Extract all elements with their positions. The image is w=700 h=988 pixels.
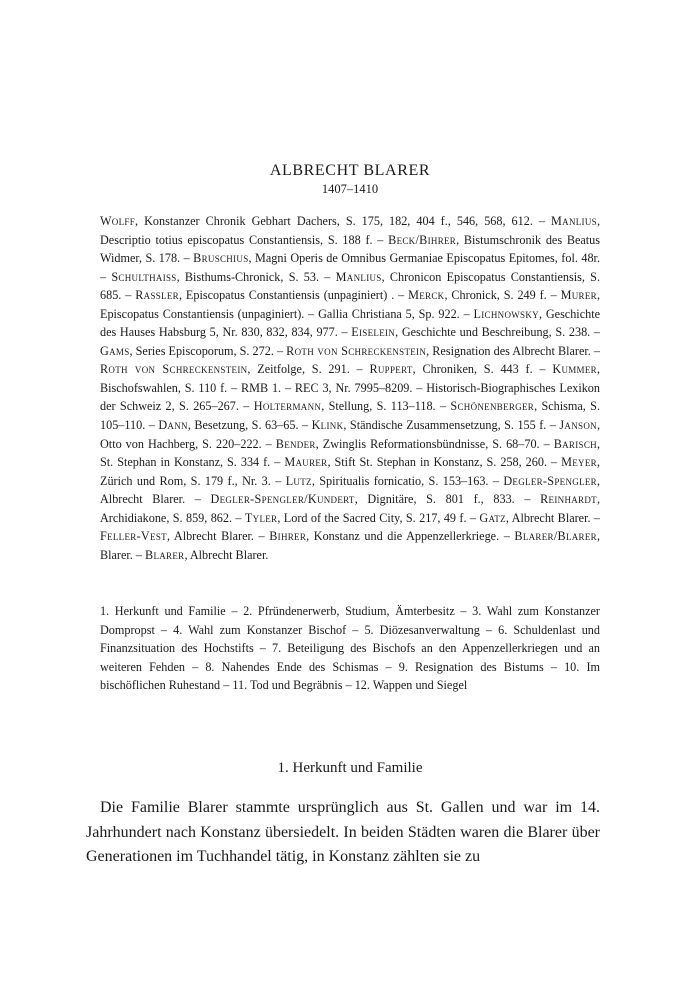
bibliography-citation: , Bisthums-Chronick, S. 53. – xyxy=(176,269,336,284)
bibliography-author: Blarer/Blarer xyxy=(514,529,597,544)
bibliography-author: Murer xyxy=(560,288,597,303)
bibliography-citation: , Episcopatus Constantiensis (unpaginiert). – Gallia Christiana 5, Sp. 922. – xyxy=(100,288,600,321)
bibliography-author: Meyer xyxy=(561,455,597,470)
bibliography-author: Reinhardt xyxy=(540,492,597,507)
bibliography-author: Roth von Schreckenstein xyxy=(286,343,427,358)
bibliography-author: Manlius xyxy=(335,269,382,284)
bibliography-author: Lichnowsky xyxy=(473,306,539,321)
bibliography-citation: , Albrecht Blarer. – xyxy=(505,510,600,525)
bibliography-citation: , Archidiakone, S. 859, 862. – xyxy=(100,492,600,525)
tenure-years: 1407–1410 xyxy=(321,182,379,196)
bibliography-author: Klink xyxy=(311,418,344,433)
body-paragraph: Die Familie Blarer stammte ursprünglich aus St. Gallen und war im 14. Jahrhundert nach Konstanz übersiedelt. In beiden Städten waren die Blarer über Generationen im Tuchhandel tätig, in Konstanz zählten sie zu xyxy=(86,799,600,865)
bibliography-citation: , Chronick, S. 249 f. – xyxy=(444,288,561,303)
bibliography-author: Kummer xyxy=(552,362,597,377)
bibliography-citation: , Descriptio totius episcopatus Constantiensis, S. 188 f. – xyxy=(100,214,600,247)
bibliography-citation: , Stift St. Stephan in Konstanz, S. 258, 260. – xyxy=(327,455,562,470)
bibliography-author: Degler-Spengler xyxy=(503,473,597,488)
bibliography-citation: , Geschichte des Hauses Habsburg 5, Nr. 830, 832, 834, 977. – xyxy=(100,306,600,340)
bibliography-citation: , Episcopatus Constantiensis (unpaginiert) . – xyxy=(178,288,409,303)
bibliography-citation: , Lord of the Sacred City, S. 217, 49 f. – xyxy=(277,510,480,525)
bibliography-author: Blarer xyxy=(145,547,185,562)
bibliography-author: Manlius xyxy=(551,214,597,228)
bibliography-citation: , Stellung, S. 113–118. – xyxy=(321,399,451,414)
bibliography-citation: , St. Stephan in Konstanz, S. 334 f. – xyxy=(100,436,600,470)
bibliography-author: Janson xyxy=(559,418,597,433)
bibliography-citation: , Zeitfolge, S. 291. – xyxy=(247,362,370,377)
bibliography-citation: , Zwinglis Reformationsbündnisse, S. 68–70. – xyxy=(315,436,554,451)
bibliography-citation: , Blarer. – xyxy=(100,529,600,562)
bibliography-author: Eiselein xyxy=(351,325,396,340)
bibliography-author: Tyler xyxy=(244,510,278,525)
bibliography-author: Feller-Vest xyxy=(100,529,167,544)
body-text xyxy=(86,796,600,870)
bibliography-citation: , Bischofswahlen, S. 110 f. – RMB 1. – REC 3, Nr. 7995–8209. – Historisch-Biographisches Lexikon der Schweiz 2, S. 265–267. – xyxy=(100,362,600,414)
bibliography-citation: , Konstanzer Chronik Gebhart Dachers, S. 175, 182, 404 f., 546, 568, 612. – xyxy=(135,214,552,228)
table-of-contents: 1. Herkunft und Familie – 2. Pfründenerwerb, Studium, Ämterbesitz – 3. Wahl zum Konstanzer Dompropst – 4. Wahl zum Konstanzer Bischof – 5. Diözesanverwaltung – 6. Schuldenlast und Finanzsituation des Hochstifts – 7. Beteiligung des Bischofs an den Appenzellerkriegen und an weiteren Fehden – 8. Nahendes Ende des Schismas – 9. Resignation des Bistums – 10. Im bischöflichen Ruhestand – 11. Tod und Begräbnis – 12. Wappen und Siegel xyxy=(100,604,600,692)
bibliography-author: Wolff xyxy=(100,214,136,228)
bibliography-citation: , Zürich und Rom, S. 179 f., Nr. 3. – xyxy=(100,455,600,488)
bibliography-author: Roth von Schreckenstein xyxy=(100,362,248,377)
bibliography-author: Merck xyxy=(408,288,445,303)
bibliography-citation: , Konstanz und die Appenzellerkriege. – xyxy=(306,529,515,544)
bibliography-citation: , Chroniken, S. 443 f. – xyxy=(412,362,553,377)
bibliography-citation: , Schisma, S. 105–110. – xyxy=(100,399,600,433)
bibliography-author: Degler-Spengler/Kundert xyxy=(210,492,355,507)
bibliography-citation: , Geschichte und Beschreibung, S. 238. – xyxy=(395,325,600,340)
bibliography-author: Dann xyxy=(158,418,188,433)
bibliography-citation: , Chronicon Episcopatus Constantiensis, S. 685. – xyxy=(100,269,601,303)
bibliography-citation: , Resignation des Albrecht Blarer. – xyxy=(426,343,600,358)
bibliography-citation: , Series Episcoporum, S. 272. – xyxy=(129,343,287,358)
bibliography-author: Rassler xyxy=(135,288,179,303)
bibliography-author: Barisch xyxy=(553,436,597,451)
bibliography-citation: , Spiritualis fornicatio, S. 153–163. – xyxy=(311,473,504,488)
bibliography-author: Holtermann xyxy=(253,399,322,414)
section-heading: 1. Herkunft und Familie xyxy=(277,760,423,776)
bibliography-author: Gams xyxy=(100,343,130,358)
bibliography-citation: , Bistumschronik des Beatus Widmer, S. 178. – xyxy=(100,232,601,266)
bibliography-citation: , Albrecht Blarer. xyxy=(184,547,269,562)
bibliography-citation: , Magni Operis de Omnibus Germaniae Episcopatus Epitomes, fol. 48r. – xyxy=(100,251,600,284)
bibliography-author: Bender xyxy=(275,436,316,451)
bibliography-citation: , Albrecht Blarer. – xyxy=(166,529,270,544)
bibliography-citation: , Otto von Hachberg, S. 220–222. – xyxy=(100,418,600,451)
bibliography-author: Schulthaiss xyxy=(111,269,177,284)
bibliography-author: Schönenberger xyxy=(450,399,535,414)
bibliography-author: Lutz xyxy=(285,473,312,488)
bibliography-author: Bruschius xyxy=(193,251,249,266)
bibliography-citation: , Dignitäre, S. 801 f., 833. – xyxy=(354,492,541,507)
bibliography-author: Bihrer xyxy=(269,529,307,544)
bibliography-citation: , Albrecht Blarer. – xyxy=(100,473,601,507)
bibliography-citation: , Ständische Zusammensetzung, S. 155 f. – xyxy=(343,418,560,433)
bibliography-author: Beck/Bihrer xyxy=(388,232,457,247)
bibliography-author: Ruppert xyxy=(369,362,413,377)
bibliography-author: Gatz xyxy=(479,510,506,525)
bibliography-block xyxy=(100,212,600,564)
biography-title: ALBRECHT BLARER xyxy=(269,162,431,179)
bibliography-citation: , Besetzung, S. 63–65. – xyxy=(187,418,312,433)
bibliography-author: Maurer xyxy=(284,455,328,470)
